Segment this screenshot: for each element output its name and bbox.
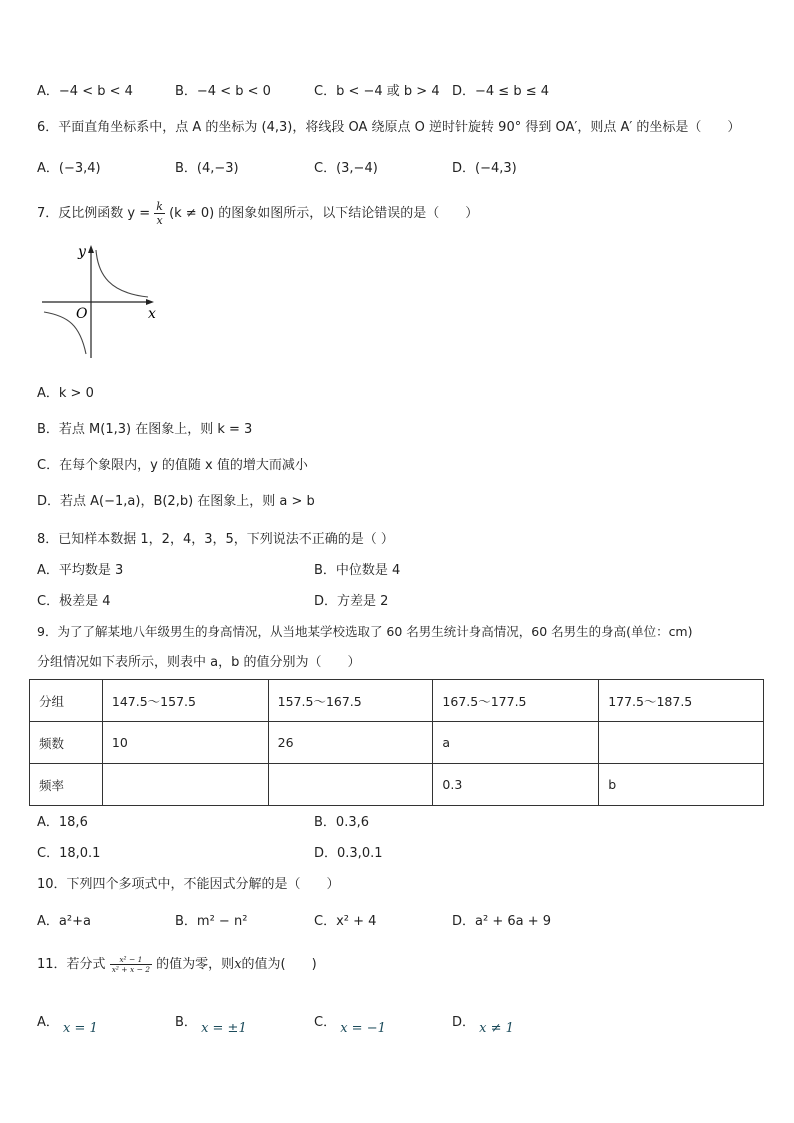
table-cell: 0.3 [433,764,599,806]
q11-option-d[interactable] [452,1014,514,1036]
q11-option-a-value: x = 1 [63,1021,98,1036]
q11-option-d-label: D． [452,1015,476,1030]
y-axis-label: y [78,244,86,260]
table-cell: 157.5～167.5 [268,680,433,722]
q5-option-b[interactable]: B．−4 < b < 0 [175,84,271,99]
table-cell: 26 [268,722,433,764]
x-axis-label: x [148,306,156,322]
q11-fraction-numerator: x² − 1 [110,955,152,965]
q8-stem: 8．已知样本数据 1，2，4，3，5，下列说法不正确的是（ ） [37,532,394,547]
q7-option-c[interactable]: C．在每个象限内，y 的值随 x 值的增大而减小 [37,458,308,473]
table-cell: 频数 [30,722,103,764]
q11-fraction [110,955,152,974]
q6-option-b[interactable]: B．(4,−3) [175,161,239,176]
hyperbola-branch-q1 [96,250,148,297]
table-cell [599,722,764,764]
table-cell: 177.5～187.5 [599,680,764,722]
q9-option-a[interactable]: A．18,6 [37,815,88,830]
origin-label: O [76,306,88,322]
q11-option-c-value: x = −1 [340,1021,386,1036]
q5-option-c[interactable]: C．b < −4 或 b > 4 [314,84,440,99]
q5-option-a[interactable]: A．−4 < b < 4 [37,84,133,99]
table-row [30,722,764,764]
q10-option-c[interactable]: C．x² + 4 [314,914,377,929]
table-cell: 频率 [30,764,103,806]
table-row [30,680,764,722]
q7-stem-prefix: 7．反比例函数 y = [37,206,151,221]
table-cell: 10 [102,722,268,764]
table-row [30,764,764,806]
q10-option-b[interactable]: B．m² − n² [175,914,248,929]
q6-option-a[interactable]: A．(−3,4) [37,161,101,176]
q6-option-d[interactable]: D．(−4,3) [452,161,517,176]
q11-option-d-value: x ≠ 1 [479,1021,514,1036]
x-axis-arrow [146,299,154,305]
q9-option-b[interactable]: B．0.3,6 [314,815,369,830]
q8-option-a[interactable]: A．平均数是 3 [37,563,124,578]
q11-option-c-label: C． [314,1015,337,1030]
q7-fraction [154,200,165,227]
q9-stem-line1: 9．为了了解某地八年级男生的身高情况，从当地某学校选取了 60 名男生统计身高情况，60 名男生的身高(单位：cm) [37,624,693,639]
q11-option-b-label: B． [175,1015,197,1030]
table-cell [102,764,268,806]
q8-option-d[interactable]: D．方差是 2 [314,594,389,609]
table-cell: a [433,722,599,764]
q11-stem-mid: 的值为零，则 [156,957,235,972]
table-cell: 167.5～177.5 [433,680,599,722]
q7-option-a[interactable]: A．k > 0 [37,386,94,401]
table-cell [268,764,433,806]
q11-stem-variable: x [234,957,242,972]
y-axis-arrow [88,245,94,253]
q11-stem-prefix: 11．若分式 [37,957,106,972]
q11-stem-suffix: 的值为( ) [241,957,317,972]
q9-stem-line2: 分组情况如下表所示，则表中 a，b 的值分别为（ ） [37,655,361,670]
q8-option-c[interactable]: C．极差是 4 [37,594,111,609]
q8-option-b[interactable]: B．中位数是 4 [314,563,401,578]
q7-stem-suffix: (k ≠ 0) 的图象如图所示，以下结论错误的是（ ） [169,206,479,221]
q6-option-c[interactable]: C．(3,−4) [314,161,378,176]
q5-option-d[interactable]: D．−4 ≤ b ≤ 4 [452,84,550,99]
q7-hyperbola-graph [38,240,160,360]
q9-option-c[interactable]: C．18,0.1 [37,846,101,861]
q11-option-c[interactable] [314,1014,386,1036]
q10-option-a[interactable]: A．a²+a [37,914,91,929]
q11-option-b[interactable] [175,1014,247,1036]
q7-fraction-numerator: k [156,200,163,213]
q10-option-d[interactable]: D．a² + 6a + 9 [452,914,552,929]
q11-option-a[interactable] [37,1014,98,1036]
table-cell: 分组 [30,680,103,722]
q11-fraction-denominator: x² + x − 2 [111,965,151,974]
q11-option-a-label: A． [37,1015,59,1030]
q11-option-b-value: x = ±1 [201,1021,247,1036]
q9-option-d[interactable]: D．0.3,0.1 [314,846,383,861]
q7-option-b[interactable]: B．若点 M(1,3) 在图象上，则 k = 3 [37,422,253,437]
q7-option-d[interactable]: D．若点 A(−1,a)，B(2,b) 在图象上，则 a > b [37,494,315,509]
q10-stem: 10．下列四个多项式中，不能因式分解的是（ ） [37,877,340,892]
q7-stem [37,200,478,227]
table-cell: b [599,764,764,806]
q7-fraction-denominator: x [156,214,163,227]
table-cell: 147.5～157.5 [102,680,268,722]
q11-stem [37,950,317,980]
q9-frequency-table [29,679,764,806]
q6-stem: 6．平面直角坐标系中，点 A 的坐标为 (4,3)，将线段 OA 绕原点 O 逆时针旋转 90° 得到 OA′，则点 A′ 的坐标是（ ） [37,120,741,135]
